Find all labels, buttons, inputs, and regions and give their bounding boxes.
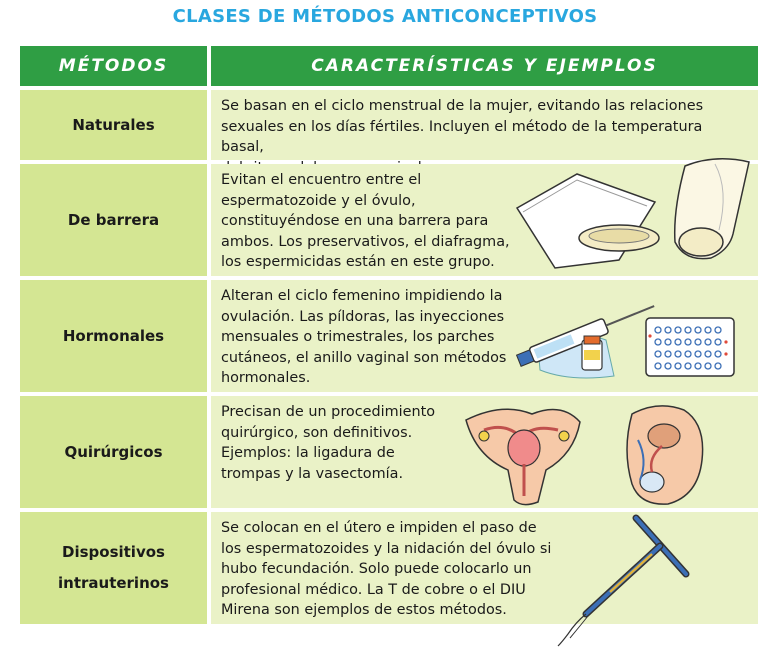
page-title: CLASES DE MÉTODOS ANTICONCEPTIVOS bbox=[172, 6, 598, 27]
description-text: Se basan en el ciclo menstrual de la mujer, evitando las relaciones sexuales en los días fértiles. Incluyen el método de la temperatura basal, bbox=[221, 98, 704, 155]
description-text: Precisan de un procedimiento quirúrgico, son definitivos. Ejemplos: la ligadura de trompas y la vasectomía. bbox=[221, 404, 436, 482]
row-label-naturales: Naturales bbox=[20, 90, 207, 160]
header-characteristics: CARACTERÍSTICAS Y EJEMPLOS bbox=[211, 46, 758, 86]
row-label-dispositivos: Dispositivos intrauterinos bbox=[20, 512, 207, 624]
iud-t-device-illustration bbox=[548, 512, 708, 648]
description-text: Evitan el encuentro entre el espermatozoide y el óvulo, constituyéndose en una barrera para ambos. Los preservativos, el diafragma, los espermicidas están en este grupo. bbox=[221, 172, 510, 270]
reproductive-anatomy-illustration bbox=[462, 400, 712, 508]
row-label-quirurgicos: Quirúrgicos bbox=[20, 396, 207, 508]
syringe-pills-illustration bbox=[510, 286, 750, 386]
header-methods: MÉTODOS bbox=[20, 46, 207, 86]
row-label-hormonales: Hormonales bbox=[20, 280, 207, 392]
condom-package-illustration bbox=[515, 150, 755, 276]
description-text: Se colocan en el útero e impiden el paso de los espermatozoides y la nidación del óvulo si hubo fecundación. Solo puede colocarlo un profesional médico. La T de cobre o el DIU Mirena son ejemplos de estos métodos. bbox=[221, 520, 552, 618]
description-text: Alteran el ciclo femenino impidiendo la ovulación. Las píldoras, las inyecciones mensuales o trimestrales, los parches cutáneos, el anillo vaginal son métodos hormonales. bbox=[221, 288, 507, 386]
row-label-barrera: De barrera bbox=[20, 164, 207, 276]
